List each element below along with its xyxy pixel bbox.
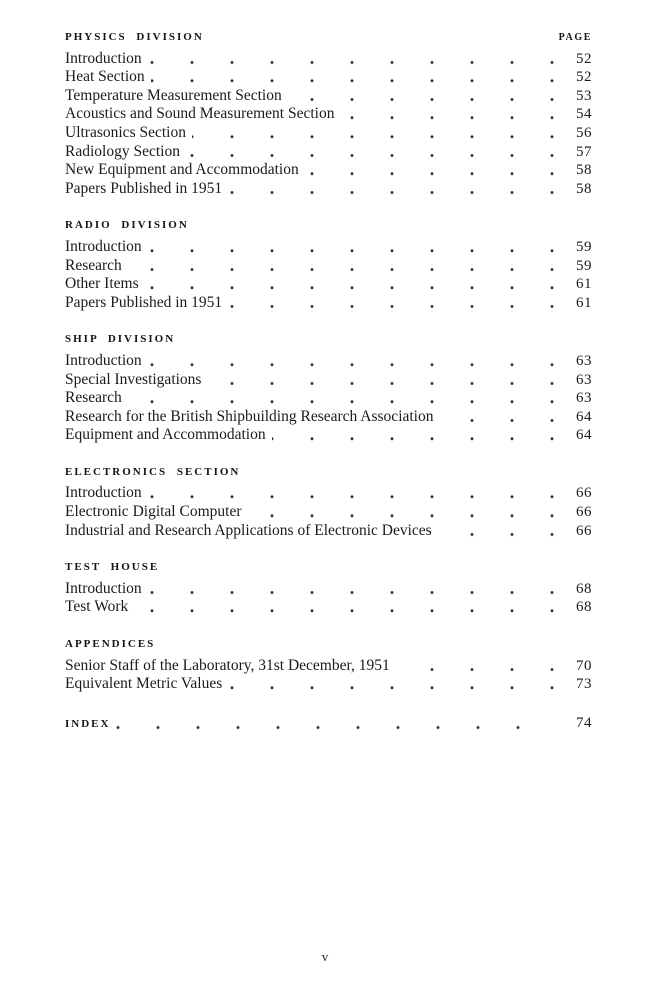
page-column-label: PAGE — [558, 32, 592, 43]
toc-entry — [65, 238, 592, 257]
toc-entry-title: Introduction — [65, 238, 148, 256]
toc-entry-title: Industrial and Research Applications of Electronic Devices — [65, 522, 438, 540]
index-entry — [65, 715, 592, 734]
toc-entry — [65, 522, 592, 541]
toc-entry-title: Equivalent Metric Values — [65, 675, 228, 693]
toc-entry — [65, 675, 592, 694]
toc-entry — [65, 180, 592, 199]
toc-entry — [65, 124, 592, 143]
toc-entry — [65, 371, 592, 390]
toc-entry-title: Introduction — [65, 484, 148, 502]
toc-entry — [65, 580, 592, 599]
toc-entry — [65, 426, 592, 445]
toc-entry — [65, 598, 592, 617]
toc-entry-page-number: 59 — [554, 258, 592, 275]
index-page-number: 74 — [554, 715, 592, 732]
toc-entry-page-number: 66 — [554, 523, 592, 540]
toc-entry — [65, 105, 592, 124]
toc-entry-title: Special Investigations — [65, 371, 207, 389]
section-heading-row — [65, 561, 592, 580]
toc-entry-title: Ultrasonics Section — [65, 124, 192, 142]
toc-section — [65, 333, 592, 445]
toc-entry-title: Introduction — [65, 352, 148, 370]
toc-entry — [65, 143, 592, 162]
toc-entry-page-number: 66 — [554, 485, 592, 502]
toc-entry-page-number: 61 — [554, 295, 592, 312]
toc-entry-page-number: 57 — [554, 144, 592, 161]
toc-section — [65, 638, 592, 694]
toc-entry-page-number: 54 — [554, 106, 592, 123]
toc-entry-page-number: 70 — [554, 658, 592, 675]
section-heading: PHYSICS DIVISION — [65, 31, 204, 43]
toc-entry-title: Test Work — [65, 598, 134, 616]
section-heading: RADIO DIVISION — [65, 219, 189, 232]
toc-entry — [65, 50, 592, 69]
toc-entry-page-number: 59 — [554, 239, 592, 256]
toc-entry — [65, 257, 592, 276]
section-heading-row — [65, 333, 592, 352]
toc-entry-title: Introduction — [65, 50, 148, 68]
toc-entry — [65, 275, 592, 294]
toc-entry-page-number: 52 — [554, 69, 592, 86]
toc-entry — [65, 352, 592, 371]
toc-entry-title: Acoustics and Sound Measurement Section — [65, 105, 340, 123]
toc-entry — [65, 161, 592, 180]
toc-entry-page-number: 56 — [554, 125, 592, 142]
section-heading-row — [65, 466, 592, 485]
toc-entry-page-number: 63 — [554, 353, 592, 370]
toc-entry-title: Research — [65, 389, 128, 407]
toc-entry — [65, 294, 592, 313]
toc-section — [65, 31, 592, 198]
toc-entry-page-number: 64 — [554, 427, 592, 444]
toc-section — [65, 466, 592, 540]
section-heading-row — [65, 638, 592, 657]
toc-entry-page-number: 53 — [554, 88, 592, 105]
toc-entry-title: Other Items — [65, 275, 145, 293]
toc-entry — [65, 657, 592, 676]
toc-entry-page-number: 52 — [554, 51, 592, 68]
toc-entry-page-number: 58 — [554, 181, 592, 198]
folio-page-number: v — [321, 949, 329, 964]
toc-entry-title: Papers Published in 1951 — [65, 180, 228, 198]
toc-entry-title: Research for the British Shipbuilding Research Association — [65, 408, 440, 426]
section-heading: TEST HOUSE — [65, 561, 160, 574]
toc-entry-title: Senior Staff of the Laboratory, 31st December, 1951 — [65, 657, 396, 675]
toc-entry-title: Radiology Section — [65, 143, 186, 161]
toc-entry-page-number: 64 — [554, 409, 592, 426]
section-heading: ELECTRONICS SECTION — [65, 465, 241, 478]
toc-entry — [65, 484, 592, 503]
toc-section — [65, 219, 592, 312]
toc-entry-page-number: 73 — [554, 676, 592, 693]
toc-entry-title: Research — [65, 257, 128, 275]
toc-section — [65, 561, 592, 617]
toc-entry-page-number: 63 — [554, 390, 592, 407]
section-heading: APPENDICES — [65, 638, 156, 651]
toc-entry-page-number: 66 — [554, 504, 592, 521]
table-of-contents — [65, 31, 592, 733]
toc-entry-page-number: 58 — [554, 162, 592, 179]
toc-entry-title: Introduction — [65, 580, 148, 598]
toc-entry-title: Heat Section — [65, 68, 151, 86]
toc-entry-page-number: 61 — [554, 276, 592, 293]
toc-entry — [65, 408, 592, 427]
section-heading-row — [65, 31, 592, 50]
toc-entry-title: Electronic Digital Computer — [65, 503, 247, 521]
toc-entry — [65, 87, 592, 106]
toc-entry-page-number: 63 — [554, 372, 592, 389]
section-heading: SHIP DIVISION — [65, 333, 176, 346]
section-heading-row — [65, 219, 592, 238]
toc-entry-title: Equipment and Accommodation — [65, 426, 272, 444]
toc-entry — [65, 68, 592, 87]
toc-entry-title: Temperature Measurement Section — [65, 87, 288, 105]
toc-entry — [65, 389, 592, 408]
toc-entry-page-number: 68 — [554, 581, 592, 598]
page-footer — [0, 949, 650, 965]
toc-entry-title: New Equipment and Accommodation — [65, 161, 305, 179]
toc-entry-title: Papers Published in 1951 — [65, 294, 228, 312]
toc-entry-page-number: 68 — [554, 599, 592, 616]
index-label: INDEX — [65, 718, 116, 730]
toc-entry — [65, 503, 592, 522]
